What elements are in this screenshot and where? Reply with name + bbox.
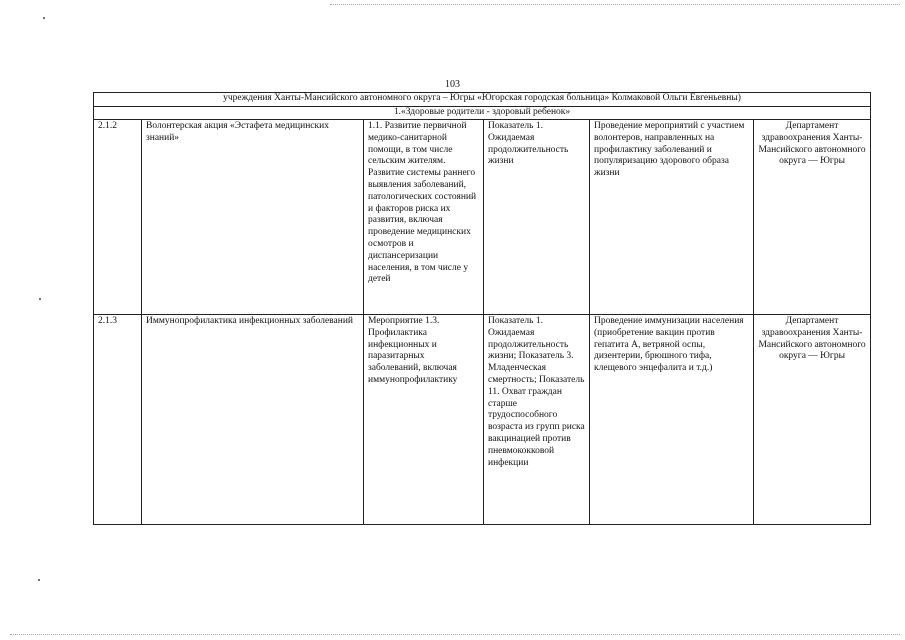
scan-edge-top — [330, 4, 900, 5]
row-content: Проведение мероприятий с участием волонтеров, направленных на профилактику заболеваний и популяризацию здорового образа жизни — [590, 120, 754, 315]
row-content: Проведение иммунизации населения (приобретение вакцин против гепатита А, ветряной оспы, дизентерии, брюшного тифа, клещевого энцефалита и т.д.) — [590, 315, 754, 525]
row-name: Иммунопрофилактика инфекционных заболеваний — [142, 315, 364, 525]
measures-table — [93, 92, 871, 525]
header-banner-row — [94, 93, 871, 107]
row-executor: Департамент здравоохранения Ханты-Мансийского автономного округа — Югры — [754, 120, 871, 315]
row-code: 2.1.2 — [94, 120, 142, 315]
scan-edge-bottom — [10, 634, 900, 635]
row-indicator: Показатель 1. Ожидаемая продолжительность жизни — [484, 120, 590, 315]
table-row — [94, 315, 871, 525]
table-row — [94, 120, 871, 315]
scan-dot — [43, 17, 45, 19]
scan-dot — [39, 298, 41, 300]
scan-dot — [38, 579, 40, 581]
row-task: Мероприятие 1.3. Профилактика инфекционных и паразитарных заболеваний, включая иммунопрофилактику — [364, 315, 484, 525]
row-executor: Департамент здравоохранения Ханты-Мансийского автономного округа — Югры — [754, 315, 871, 525]
row-name: Волонтерская акция «Эстафета медицинских знаний» — [142, 120, 364, 315]
row-task: 1.1. Развитие первичной медико-санитарной помощи, в том числе сельским жителям. Развитие системы раннего выявления заболеваний, патологических состояний и факторов риска их развития, включая проведение медицинских осмотров и диспансеризации населения, в том числе у детей — [364, 120, 484, 315]
page-number: 103 — [445, 79, 460, 90]
section-row — [94, 107, 871, 120]
header-banner: учреждения Ханты-Мансийского автономного округа – Югры «Югорская городская больница» Колмаковой Ольги Евгеньевны) — [94, 93, 871, 107]
row-indicator: Показатель 1. Ожидаемая продолжительность жизни; Показатель 3. Младенческая смертность; Показатель 11. Охват граждан старше трудоспособного возраста из групп риска вакцинацией против пневмококковой инфекции — [484, 315, 590, 525]
row-code: 2.1.3 — [94, 315, 142, 525]
section-title: 1.«Здоровые родители - здоровый ребенок» — [94, 107, 871, 120]
